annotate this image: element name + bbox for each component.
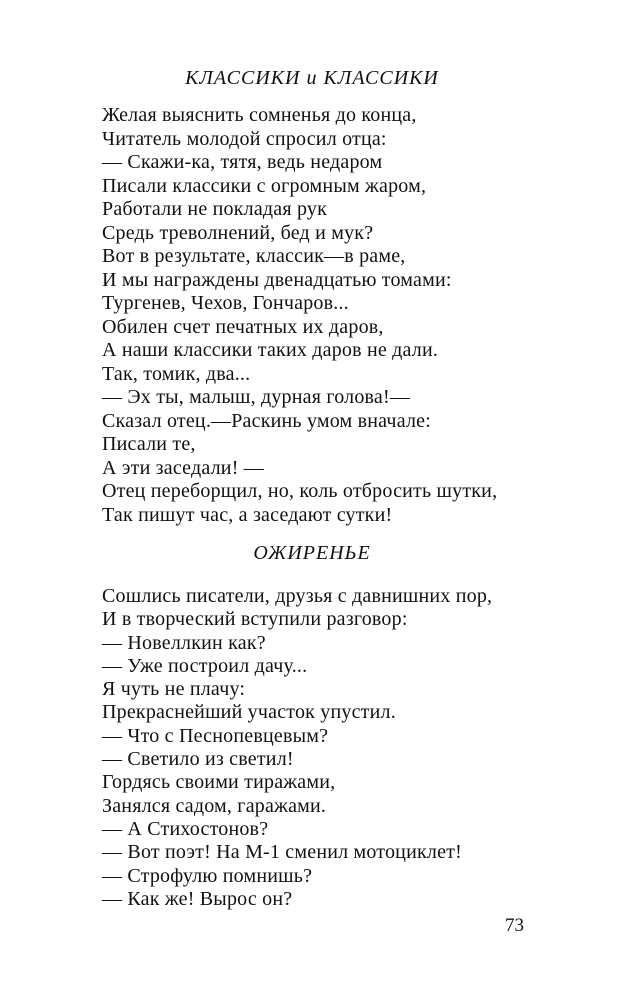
poem-line: — Строфулю помнишь? (102, 864, 313, 887)
poem-line: Писали классики с огромным жаром, (102, 174, 427, 197)
page-number: 73 (505, 915, 524, 936)
poem-line: А эти заседали! — (102, 456, 264, 479)
poem-line: Вот в результате, классик—в раме, (102, 245, 406, 267)
poem-line: Я чуть не плачу: (102, 678, 246, 701)
poem-line: — Уже построил дачу... (102, 654, 308, 677)
poem-body (102, 585, 532, 911)
poem-line: — Как же! Вырос он? (102, 887, 293, 910)
poem-body (102, 104, 532, 527)
poem-line: Прекраснейший участок упустил. (102, 701, 396, 724)
poem-line: Так пишут час, а заседают сутки! (102, 503, 393, 526)
poem-line: И мы награждены двенадцатью томами: (102, 268, 452, 291)
poem-line: — Скажи-ка, тятя, ведь недаром (102, 151, 383, 173)
poem-line: Отец переборщил, но, коль отбросить шутки, (102, 480, 498, 502)
poem-line: Работали не покладая рук (102, 198, 327, 220)
poem-line: Обилен счет печатных их даров, (102, 315, 384, 338)
poem-line: И в творческий вступили разговор: (102, 608, 408, 631)
poem-line: Средь треволнений, бед и мук? (102, 221, 374, 244)
poem-line: Желая выяснить сомненья до конца, (102, 104, 417, 126)
poem-line: — Эх ты, малыш, дурная голова!— (102, 386, 411, 408)
poem-title: КЛАССИКИ и КЛАССИКИ (185, 67, 439, 89)
poem-line: — Светило из светил! (102, 748, 294, 771)
poem-line: Так, томик, два... (102, 362, 251, 385)
poem-title: ОЖИРЕНЬЕ (253, 542, 371, 564)
poem-line: А наши классики таких даров не дали. (102, 339, 439, 361)
poem-line: Тургенев, Чехов, Гончаров... (102, 292, 349, 314)
poem-line: Писали те, (102, 433, 196, 455)
poem-line: — А Стихостонов? (102, 817, 269, 840)
poem-line: Гордясь своими тиражами, (102, 771, 336, 794)
poem-line: Сошлись писатели, друзья с давнишних пор, (102, 585, 493, 607)
poem-line: — Что с Песнопевцевым? (102, 724, 329, 747)
poem-line: — Новеллкин как? (102, 631, 266, 654)
poem-line: Сказал отец.—Раскинь умом вначале: (102, 409, 431, 432)
poem-line: — Вот поэт! На М-1 сменил мотоциклет! (102, 841, 462, 864)
poem-line: Читатель молодой спросил отца: (102, 127, 387, 150)
poem-line: Занялся садом, гаражами. (102, 794, 327, 817)
